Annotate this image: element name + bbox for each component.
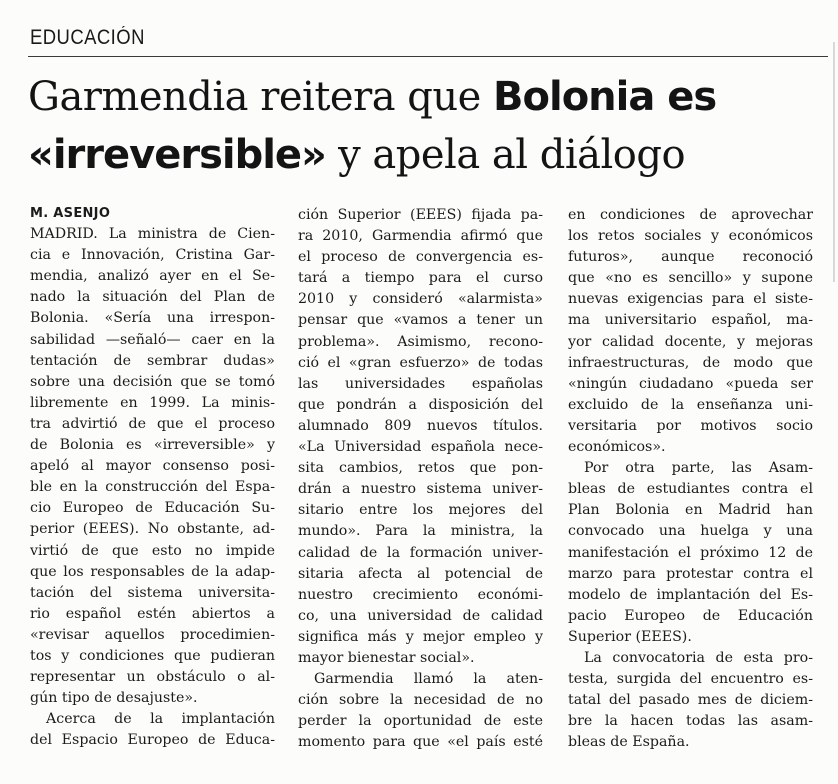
- article-text-line: Garmendia llamó la aten-: [314, 671, 543, 688]
- byline: M. ASENJO: [30, 206, 111, 221]
- article-text-line: bleas de España.: [568, 734, 690, 751]
- article-text-line: convocado una huelga y una: [568, 523, 813, 540]
- headline-part-bold: Bolonia es: [493, 74, 717, 120]
- article-text-line: calidad de la formación univer-: [298, 544, 543, 561]
- article-text-line: drán a nuestro sistema univer-: [298, 481, 543, 498]
- article-text-line: que los responsables de la adap-: [30, 563, 275, 580]
- article-text-line: mundo». Para la ministra, la: [298, 523, 543, 540]
- article-text-line: Por otra parte, las Asam-: [584, 460, 813, 477]
- article-text-line: nado la situación del Plan de: [30, 289, 275, 306]
- article-text-line: tos y condiciones que pudieran: [30, 647, 275, 664]
- headline-part: Garmendia reitera que: [28, 74, 494, 120]
- article-text-line: infraestructuras, de modo que: [568, 354, 813, 371]
- article-text-line: económicos».: [568, 439, 666, 456]
- article-text-line: perder la oportunidad de este: [298, 713, 543, 730]
- article-text-line: perior (EEES). No obstante, ad-: [30, 521, 275, 538]
- article-text-line: pensar que «vamos a tener un: [298, 312, 543, 329]
- article-text-line: sitaria afecta al potencial de: [298, 565, 543, 582]
- section-label: EDUCACIÓN: [30, 26, 145, 49]
- section-divider: [28, 56, 828, 57]
- article-text-line: gún tipo de desajuste».: [30, 690, 198, 707]
- article-text-line: Plan Bolonia en Madrid han: [568, 502, 813, 519]
- article-text-line: futuros», aunque reconoció: [568, 249, 813, 266]
- headline: [28, 68, 828, 184]
- article-text-line: libremente en 1999. La minis-: [30, 394, 275, 411]
- article-text-line: el proceso de convergencia es-: [298, 249, 543, 266]
- article-text-line: co, una universidad de calidad: [298, 607, 543, 624]
- article-text-line: momento para que «el país esté: [298, 734, 543, 751]
- article-text-line: nuevas exigencias para el siste-: [568, 291, 813, 308]
- article-text-line: «revisar aquellos procedimien-: [30, 626, 275, 643]
- article-column-2: [298, 205, 543, 753]
- article-text-line: que «no es sencillo» y supone: [568, 270, 813, 287]
- article-text-line: las universidades españolas: [298, 375, 543, 392]
- article-text-line: «ningún ciudadano «pueda ser: [568, 375, 813, 392]
- article-text-line: significa más y mejor empleo y: [298, 628, 543, 645]
- article-text-line: rio español estén abiertos a: [30, 605, 275, 622]
- headline-part: y apela al diálogo: [325, 132, 686, 178]
- article-text-line: problema». Asimismo, recono-: [298, 333, 543, 350]
- article-text-line: ra 2010, Garmendia afirmó que: [298, 228, 543, 245]
- article-text-line: sabilidad —señaló— caer en la: [30, 331, 275, 348]
- article-text-line: ma universitario español, ma-: [568, 312, 813, 329]
- article-text-line: tará a tiempo para el curso: [298, 270, 543, 287]
- article-text-line: los retos sociales y económicos: [568, 228, 813, 245]
- article-text-line: manifestación el próximo 12 de: [568, 544, 813, 561]
- article-text-line: excluido de la enseñanza uni-: [568, 396, 813, 413]
- article-text-line: apeló al mayor consenso posi-: [30, 458, 275, 475]
- headline-line-2: [28, 126, 828, 184]
- article-text-line: «La Universidad española nece-: [298, 439, 543, 456]
- byline-line: [30, 203, 275, 224]
- article-text-line: bleas de estudiantes contra el: [568, 481, 813, 498]
- article-text-line: cio Europeo de Educación Su-: [30, 500, 275, 517]
- article-text-line: sitario entre los mejores del: [298, 502, 543, 519]
- article-text-line: ción sobre la necesidad de no: [298, 692, 543, 709]
- article-text-line: tra advirtió de que el proceso: [30, 415, 275, 432]
- article-text-line: pacio Europeo de Educación: [568, 607, 813, 624]
- article-text-line: Bolonia. «Sería una irrespon-: [30, 310, 275, 327]
- article-text-line: versitaria por motivos socio: [568, 417, 813, 434]
- article-text-line: cia e Innovación, Cristina Gar-: [30, 247, 275, 264]
- article-text-line: MADRID. La ministra de Cien-: [30, 226, 275, 243]
- article-text-line: sita cambios, retos que pon-: [298, 460, 543, 477]
- article-text-line: 2010 y consideró «alarmista»: [298, 291, 543, 308]
- article-column-1: [30, 205, 275, 751]
- article-column-3: [568, 205, 813, 753]
- article-text-line: de Bolonia es «irreversible» y: [30, 437, 275, 454]
- article-text-line: modelo de implantación del Es-: [568, 586, 813, 603]
- article-text-line: ción Superior (EEES) fijada pa-: [298, 207, 543, 223]
- article-text-line: testa, surgida del encuentro es-: [568, 671, 813, 688]
- article-text-line: yor calidad docente, y mejoras: [568, 333, 813, 350]
- article-text-line: Superior (EEES).: [568, 628, 692, 645]
- article-text-line: en condiciones de aprovechar: [568, 207, 813, 223]
- article-text-line: tatal del pasado mes de diciem-: [568, 692, 813, 709]
- article-text-line: representar un obstáculo o al-: [30, 669, 275, 686]
- article-text-line: Acerca de la implantación: [46, 711, 275, 728]
- article-text-line: ble en la construcción del Espa-: [30, 479, 275, 496]
- article-text-line: que pondrán a disposición del: [298, 396, 543, 413]
- article-text-line: tación del sistema universita-: [30, 584, 275, 601]
- article-text-line: ció el «gran esfuerzo» de todas: [298, 354, 543, 371]
- article-text-line: mayor bienestar social».: [298, 649, 475, 666]
- article-text-line: bre la hacen todas las asam-: [568, 713, 813, 730]
- article-text-line: mendia, analizó ayer en el Se-: [30, 268, 275, 285]
- article-text-line: nuestro crecimiento económi-: [298, 586, 543, 603]
- article-text-line: virtió de que esto no impide: [30, 542, 275, 559]
- article-text-line: tentación de sembrar dudas»: [30, 352, 275, 369]
- article-text-line: sobre una decisión que se tomó: [30, 373, 275, 390]
- article-text-line: marzo para protestar contra el: [568, 565, 813, 582]
- page-edge-shadow: [833, 42, 835, 282]
- headline-line-1: [28, 68, 828, 126]
- article-text-line: alumnado 809 nuevos títulos.: [298, 417, 543, 434]
- headline-part-bold: «irreversible»: [28, 132, 326, 178]
- article-text-line: La convocatoria de esta pro-: [584, 649, 813, 666]
- article-text-line: del Espacio Europeo de Educa-: [30, 732, 275, 749]
